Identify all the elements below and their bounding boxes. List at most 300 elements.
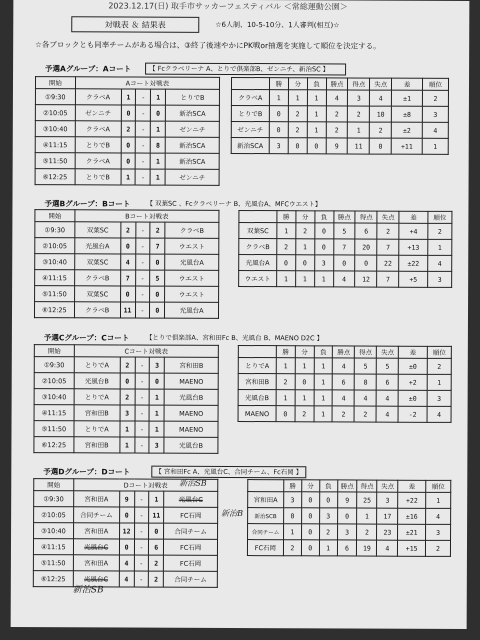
match-row [35,105,219,122]
table-cell: 3 [428,271,452,287]
table-cell: 光風台B [164,389,218,405]
standing-row [248,492,451,509]
table-cell: 2 [288,122,307,138]
standing-row [238,373,451,390]
table-cell: クラベB [74,302,120,318]
table-cell: 光風台C [164,491,218,507]
table-cell: 1 [288,90,307,106]
table-cell: MAENO [164,405,218,421]
table-cell: 6 [333,374,355,390]
group-a-teams: 【 Fcクラベリーナ A、とりで倶楽部B、ゼンニチ、新治SC 】 [145,63,346,76]
table-cell: MAENO [164,421,218,437]
table-cell: 4 [119,555,134,571]
table-cell: 4 [427,406,451,422]
table-cell: 双葉SC [74,286,120,302]
table-cell: 1 [314,358,333,374]
table-cell: 勝 [269,78,288,90]
table-cell: 1 [295,271,314,287]
table-cell: - [135,238,150,254]
table-cell: - [135,270,150,286]
table-cell: 8 [151,137,166,153]
table-cell: 3 [427,390,451,406]
table-cell: 12 [355,271,377,287]
table-cell: +4 [399,223,428,239]
standing-row [238,389,451,406]
table-cell: 0 [151,105,166,121]
table-cell: ゼンニチ [165,169,219,185]
table-cell: 3 [348,90,370,106]
table-cell: 11 [348,138,370,154]
table-cell: 宮和田A [248,492,284,508]
table-cell: 1 [150,153,165,169]
match-row [35,137,219,154]
table-cell: ウエスト [165,238,219,254]
table-cell: ②10:05 [34,507,74,523]
table-cell: 分 [296,211,315,223]
table-cell: 分 [302,480,320,492]
table-cell: ①9:30 [35,89,75,105]
table-cell: ±0 [398,390,427,406]
table-cell: 2 [370,122,392,138]
table-cell: 1 [121,89,136,105]
match-row [34,491,218,508]
table-cell: ⑥12:25 [33,571,73,587]
table-cell: 順位 [427,346,451,358]
table-cell: 7 [377,239,399,255]
group-b-standings [238,210,452,288]
table-cell: 3 [269,138,288,154]
table-cell: 4 [326,90,348,106]
table-cell: - [135,302,150,318]
table-cell: クラベA [75,121,121,137]
table-cell: 順位 [426,480,451,492]
table-cell: - [135,357,150,373]
table-cell: 2 [326,122,348,138]
table-cell: ④11:15 [33,539,73,555]
table-cell: 3 [284,492,302,508]
match-row [34,437,218,454]
table-cell: ±2 [392,122,423,138]
table-cell: 1 [283,524,301,540]
table-cell: クラベA [231,89,269,105]
table-cell: 勝 [284,480,302,492]
table-cell: Dコート対戦表 [74,479,218,492]
table-cell: クラベB [239,238,277,254]
table-cell: 1 [276,271,295,287]
table-cell: 0 [121,137,136,153]
table-cell: ①9:30 [34,357,74,373]
table-cell: 宮和田B [238,373,276,389]
handwritten-note-bottom: 新治SB [72,585,104,596]
table-cell: 0 [301,492,319,508]
table-cell [238,345,276,357]
table-cell: 1 [151,121,166,137]
table-cell: 4 [333,358,355,374]
table-cell: - [136,105,151,121]
table-cell: 1 [276,358,295,374]
table-cell: - [134,571,149,587]
table-cell: ウエスト [165,270,219,286]
group-b-title: 予選Bグループ：Bコート [44,199,131,209]
standing-row [231,105,448,122]
table-cell: 双葉SC [75,254,121,270]
table-cell: 3 [314,255,333,271]
table-cell: ①9:30 [35,222,75,238]
table-cell: 2 [295,406,314,422]
table-cell: - [135,373,150,389]
table-cell: 得点 [348,78,370,90]
table-cell: 双葉SC [75,222,121,238]
table-cell: 0 [119,507,134,523]
table-cell: 開始 [35,210,75,222]
table-cell: +2 [398,374,427,390]
table-cell: 0 [333,255,355,271]
table-cell: 3 [422,106,448,122]
table-cell: +13 [399,239,428,255]
table-cell: クラベB [74,270,120,286]
table-cell: 2 [426,540,451,556]
table-cell: 負 [314,346,333,358]
table-cell: とりでB [231,105,269,121]
table-cell: 4 [377,540,398,556]
results-sheet [11,0,470,629]
table-cell: 6 [376,374,398,390]
table-cell: FC石岡 [164,555,218,571]
table-cell: 新治SCB [248,508,284,524]
table-cell: 2 [319,524,337,540]
court-header: Aコート対戦表 [75,77,219,90]
table-cell: 1 [426,492,451,508]
table-cell: ③10:40 [34,523,74,539]
table-cell: 3 [337,524,357,540]
header-row [231,77,448,90]
table-cell: ③10:40 [34,389,74,405]
table-cell [239,210,277,222]
table-cell: 0 [276,406,295,422]
standing-row [231,137,448,154]
table-cell: 0 [121,153,136,169]
group-c-schedule [33,344,218,454]
table-cell: ④11:15 [35,270,75,286]
table-cell: 勝点 [326,78,348,90]
table-cell: 1 [149,491,164,507]
table-cell: 合同チーム [164,571,218,587]
table-cell: 2 [276,374,295,390]
table-cell: 3 [377,492,398,508]
match-row [34,373,218,390]
table-cell: 7 [333,239,355,255]
table-cell: 宮和田B [165,357,219,373]
table-cell: 4 [428,255,452,271]
table-cell: 2 [354,406,376,422]
header-row [239,210,452,223]
group-d-title: 予選Dグループ：Dコート [43,467,131,477]
table-cell: 3 [426,524,451,540]
match-row [33,571,217,588]
table-cell: とりでA [74,421,120,437]
table-cell: ③10:40 [35,121,75,137]
table-cell: ⑤11:50 [33,555,73,571]
table-cell: ④11:15 [34,405,74,421]
group-a-standings [231,77,449,155]
table-cell: 23 [377,524,398,540]
table-cell: とりでA [74,357,120,373]
table-cell: 1 [296,239,315,255]
table-cell: 0 [288,138,307,154]
table-cell: 勝 [276,346,295,358]
group-b-schedule [34,209,219,319]
table-cell: ①9:30 [34,491,74,507]
table-cell: ゼンニチ [165,121,219,137]
table-cell: ⑥12:25 [34,437,74,453]
table-cell: 1 [428,239,452,255]
table-cell: 2 [296,223,315,239]
table-cell: 0 [277,255,296,271]
table-cell: 1 [307,106,326,122]
table-cell: 1 [348,122,370,138]
table-cell: ±8 [392,106,423,122]
table-cell: 分 [295,346,314,358]
table-cell: 0 [301,540,319,556]
standing-row [239,238,452,255]
match-row [35,153,219,170]
standing-row [239,254,452,271]
table-cell: 4 [333,390,355,406]
table-cell: ±21 [398,524,426,540]
table-cell: ±0 [398,358,427,374]
table-cell: 光風台A [165,302,219,318]
table-cell: 1 [307,122,326,138]
match-row [35,121,219,138]
table-cell: 宮和田A [73,491,119,507]
table-cell: 2 [326,106,348,122]
table-cell: 2 [428,223,452,239]
table-cell: 0 [301,524,319,540]
table-cell: 2 [357,524,377,540]
table-cell: 1 [314,271,333,287]
table-cell: 1 [319,540,337,556]
table-cell: 6 [337,540,357,556]
table-cell: 20 [355,239,377,255]
table-cell: 開始 [34,345,74,357]
table-cell: 勝 [277,211,296,223]
table-cell: 2 [277,239,296,255]
table-cell: クラベA [75,153,121,169]
table-cell: 新治SCA [165,153,219,169]
table-cell: - [136,153,151,169]
table-cell: 2 [427,358,451,374]
table-cell: 順位 [423,78,449,90]
table-cell: 0 [337,508,357,524]
table-cell: 1 [121,169,136,185]
table-cell: 負 [307,78,326,90]
table-cell: 1 [276,390,295,406]
header-row [35,210,219,223]
table-cell: 光風台C [73,571,119,587]
table-cell: ウエスト [239,270,277,286]
table-cell: 1 [314,406,333,422]
table-cell: ②10:05 [35,238,75,254]
table-cell: ウエスト [165,286,219,302]
table-cell: - [135,222,150,238]
table-cell: 失点 [377,480,398,492]
table-cell: 25 [357,492,377,508]
table-cell [231,77,269,89]
table-cell: - [134,437,149,453]
table-cell: 9 [337,492,357,508]
table-cell: 2 [348,106,370,122]
standing-row [248,508,451,525]
match-row [34,357,218,374]
table-cell: +22 [398,492,426,508]
table-cell: 0 [301,508,319,524]
table-cell: 1 [120,437,135,453]
table-cell: 0 [120,373,135,389]
table-cell: 11 [149,507,164,523]
table-cell: とりでB [75,137,121,153]
table-cell: とりでA [238,357,276,373]
table-cell: 新治SCA [231,137,269,153]
table-cell: +15 [398,540,426,556]
table-cell: ⑤11:50 [35,286,75,302]
table-cell: 失点 [377,211,399,223]
table-cell: +5 [399,271,428,287]
table-cell: 0 [150,254,165,270]
table-cell: 新治SCA [165,137,219,153]
table-cell: ⑥12:25 [34,302,74,318]
table-cell: 新治SCA [166,105,220,121]
table-cell: 0 [120,286,135,302]
table-cell: 3 [150,357,165,373]
table-cell: 失点 [370,78,392,90]
match-rule: ☆6人制、10-5-10分、1人審判(相互)☆ [215,20,340,30]
table-cell: 双葉SC [239,222,277,238]
table-cell: ±1 [392,90,423,106]
table-cell: 22 [377,255,399,271]
table-cell: 0 [150,286,165,302]
table-cell: 4 [119,571,134,587]
header-row [35,77,219,90]
standing-row [231,89,448,106]
table-cell: 負 [315,211,334,223]
table-cell: 0 [314,239,333,255]
group-c-standings [238,345,452,423]
match-row [35,238,219,255]
table-cell: とりでB [166,89,220,105]
table-cell: クラベA [75,89,121,105]
table-cell: 宮和田A [73,555,119,571]
table-cell: 宮和田B [74,437,120,453]
table-cell: - [135,405,150,421]
table-cell: 4 [120,254,135,270]
table-cell: 1 [357,508,377,524]
table-cell: 1 [150,169,165,185]
table-cell: 2 [377,223,399,239]
table-cell: - [134,507,149,523]
match-row [34,507,218,524]
table-cell: 0 [269,122,288,138]
match-row [35,270,219,287]
table-cell: - [135,254,150,270]
table-cell: 3 [319,508,337,524]
match-row [33,539,217,556]
table-cell: ±16 [398,508,426,524]
table-cell: 8 [355,374,377,390]
table-cell: ②10:05 [34,373,74,389]
table-cell: 0 [150,302,165,318]
table-cell: 6 [355,223,377,239]
table-cell: 0 [283,508,301,524]
match-row [34,302,218,319]
table-cell: クラベB [165,222,219,238]
table-cell: とりでB [75,169,121,185]
header-row [248,480,451,493]
table-cell: 6 [149,539,164,555]
table-cell: 2 [120,222,135,238]
table-cell: 0 [314,223,333,239]
table-cell: 1 [422,138,448,154]
standing-row [238,357,451,374]
table-cell: 光風台A [165,254,219,270]
table-cell: 7 [150,238,165,254]
tiebreak-note: ☆各ブロックとも同率チームがある場合は、③終了後速やかにPK戦or抽選を実施して順位を決定する。 [35,40,381,51]
table-cell: 4 [426,508,451,524]
group-c-title: 予選Cグループ：Cコート [43,333,130,343]
table-cell: ゼンニチ [231,121,269,137]
table-cell: とりでA [74,389,120,405]
match-row [35,222,219,239]
table-cell: 0 [370,138,392,154]
table-cell: 0 [307,138,326,154]
table-cell: - [136,121,151,137]
table-cell: 勝点 [333,346,355,358]
table-cell: FC石岡 [164,539,218,555]
table-cell: 差 [392,78,423,90]
table-cell: - [134,491,149,507]
table-cell: 9 [119,491,134,507]
table-cell: 2 [333,406,355,422]
table-cell: 9 [326,138,348,154]
table-cell: 2 [149,571,164,587]
table-cell: FC石岡 [247,540,283,556]
table-cell: MAENO [164,373,218,389]
table-cell: 0 [355,255,377,271]
table-cell: - [134,539,149,555]
table-cell: ±22 [399,255,428,271]
table-cell: 差 [399,211,428,223]
group-a-title: 予選Aグループ：Aコート [45,64,132,74]
table-cell: 順位 [428,211,452,223]
table-cell: Bコート対戦表 [75,210,219,223]
table-cell: 7 [120,270,135,286]
match-row [35,169,219,186]
table-cell: 得点 [355,211,377,223]
table-cell: 4 [354,390,376,406]
table-cell: 2 [422,90,448,106]
table-cell: 12 [119,523,134,539]
table-cell: 1 [149,421,164,437]
table-cell: 分 [288,78,307,90]
table-cell: 2 [288,106,307,122]
table-cell: 4 [370,90,392,106]
standing-row [248,524,451,541]
match-row [34,405,218,422]
table-cell: 7 [377,271,399,287]
table-cell: 1 [307,90,326,106]
table-cell: 1 [314,390,333,406]
match-row [35,254,219,271]
table-cell: -2 [398,406,427,422]
